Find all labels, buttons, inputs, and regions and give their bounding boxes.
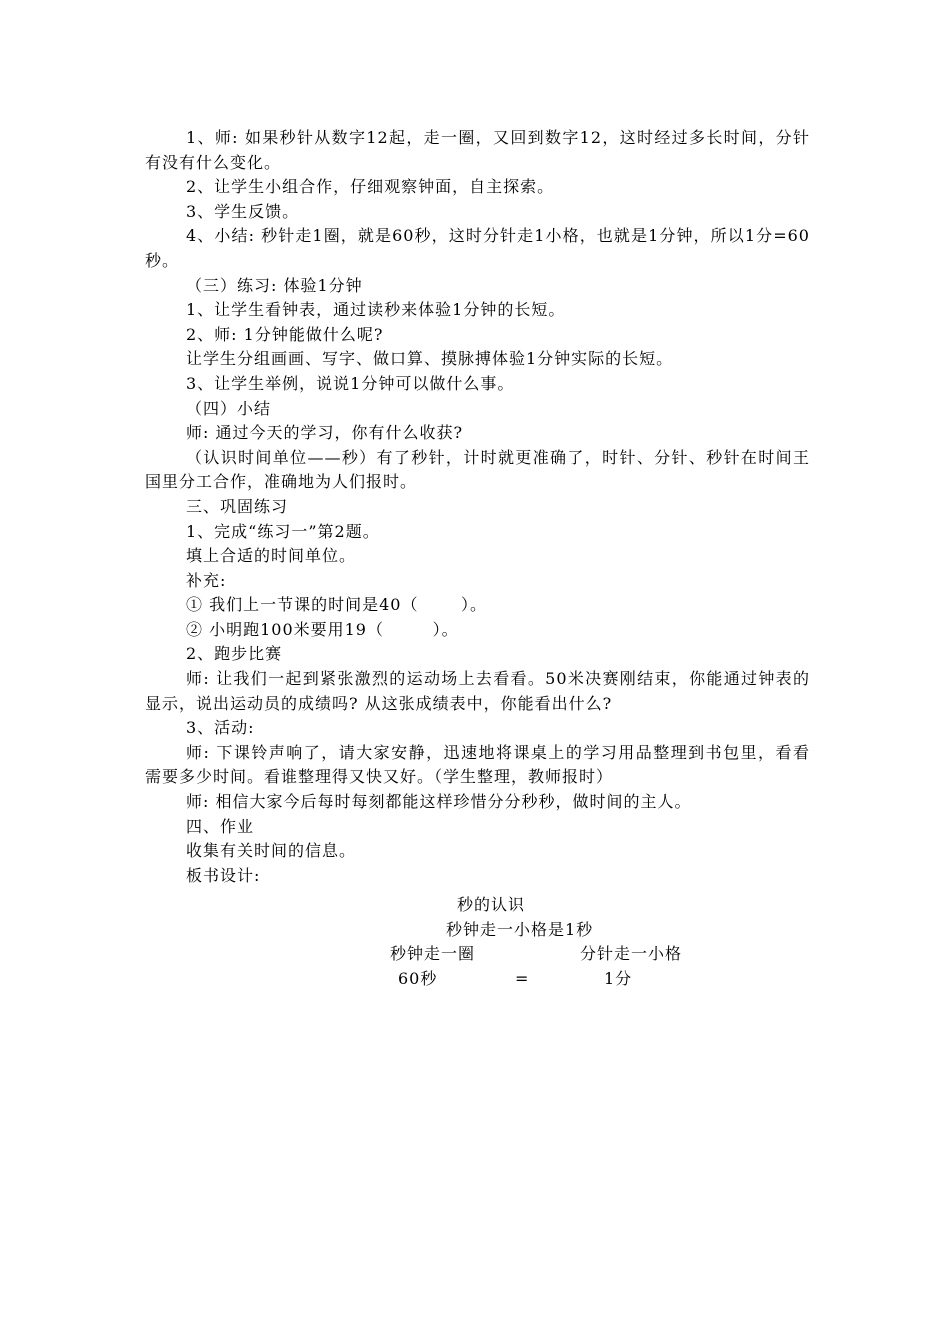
- board-right-bottom: 1分: [604, 968, 633, 988]
- paragraph-14: 1、完成“练习一”第2题。: [186, 521, 380, 541]
- paragraph-8: 让学生分组画画、写字、做口算、摸脉搏体验1分钟实际的长短。: [186, 349, 674, 369]
- board-line3-row: [145, 967, 810, 992]
- lesson-body: [145, 126, 810, 888]
- paragraph-15: 填上合适的时间单位。: [186, 546, 357, 566]
- board-title-row: [145, 893, 810, 918]
- paragraph-20: 师: 让我们一起到紧张激烈的运动场上去看看。50米决赛刚结束，你能通过钟表的显示，说出运动员的成绩吗? 从这张成绩表中，你能看出什么?: [145, 669, 810, 713]
- paragraph-6: 1、让学生看钟表，通过读秒来体验1分钟的长短。: [186, 300, 566, 320]
- paragraph-19: 2、跑步比赛: [186, 644, 283, 664]
- paragraph-7: 2、师: 1分钟能做什么呢?: [186, 324, 384, 344]
- paragraph-22: 师: 下课铃声响了，请大家安静，迅速地将课桌上的学习用品整理到书包里，看看需要多少时间。看谁整理得又快又好。（学生整理，教师报时）: [145, 742, 810, 787]
- board-title: 秒的认识: [457, 895, 526, 914]
- paragraph-16: 补充:: [186, 570, 227, 590]
- board-right-top: 分针走一小格: [580, 944, 683, 964]
- board-line1: 秒钟走一小格是1秒: [446, 919, 594, 939]
- paragraph-23: 师: 相信大家今后每时每刻都能这样珍惜分分秒秒，做时间的主人。: [186, 792, 692, 812]
- paragraph-21: 3、活动:: [186, 718, 255, 738]
- section-heading-practice: （三）练习: 体验1分钟: [186, 275, 363, 295]
- section-heading-summary: （四）小结: [186, 398, 272, 418]
- paragraph-11: 师: 通过今天的学习，你有什么收获?: [186, 423, 464, 443]
- fill-in-item-2: ② 小明跑100米要用19（ ）。: [186, 619, 459, 639]
- paragraph-4: 4、小结: 秒针走1圈，就是60秒，这时分针走1小格，也就是1分钟，所以1分=60秒。: [145, 226, 810, 270]
- section-heading-homework: 四、作业: [186, 816, 255, 836]
- paragraph-9: 3、让学生举例，说说1分钟可以做什么事。: [186, 373, 515, 393]
- paragraph-1: 1、师: 如果秒针从数字12起，走一圈，又回到数字12，这时经过多长时间，分针有没有什么变化。: [145, 128, 810, 172]
- fill-in-item-1: ① 我们上一节课的时间是40（ ）。: [186, 595, 488, 615]
- board-line2-row: [145, 942, 810, 967]
- section-heading-consolidation: 三、巩固练习: [186, 496, 289, 516]
- blackboard-design: [145, 893, 810, 991]
- paragraph-25: 收集有关时间的信息。: [186, 841, 357, 861]
- board-equals: =: [515, 968, 530, 988]
- board-line1-row: [145, 918, 810, 943]
- board-left-top: 秒钟走一圈: [390, 944, 476, 964]
- board-design-label: 板书设计:: [186, 865, 261, 885]
- paragraph-12: （认识时间单位——秒）有了秒针，计时就更准确了，时针、分针、秒针在时间王国里分工合作，准确地为人们报时。: [145, 447, 810, 492]
- paragraph-3: 3、学生反馈。: [186, 201, 300, 221]
- board-left-bottom: 60秒: [398, 968, 438, 988]
- paragraph-2: 2、让学生小组合作，仔细观察钟面，自主探索。: [186, 177, 555, 197]
